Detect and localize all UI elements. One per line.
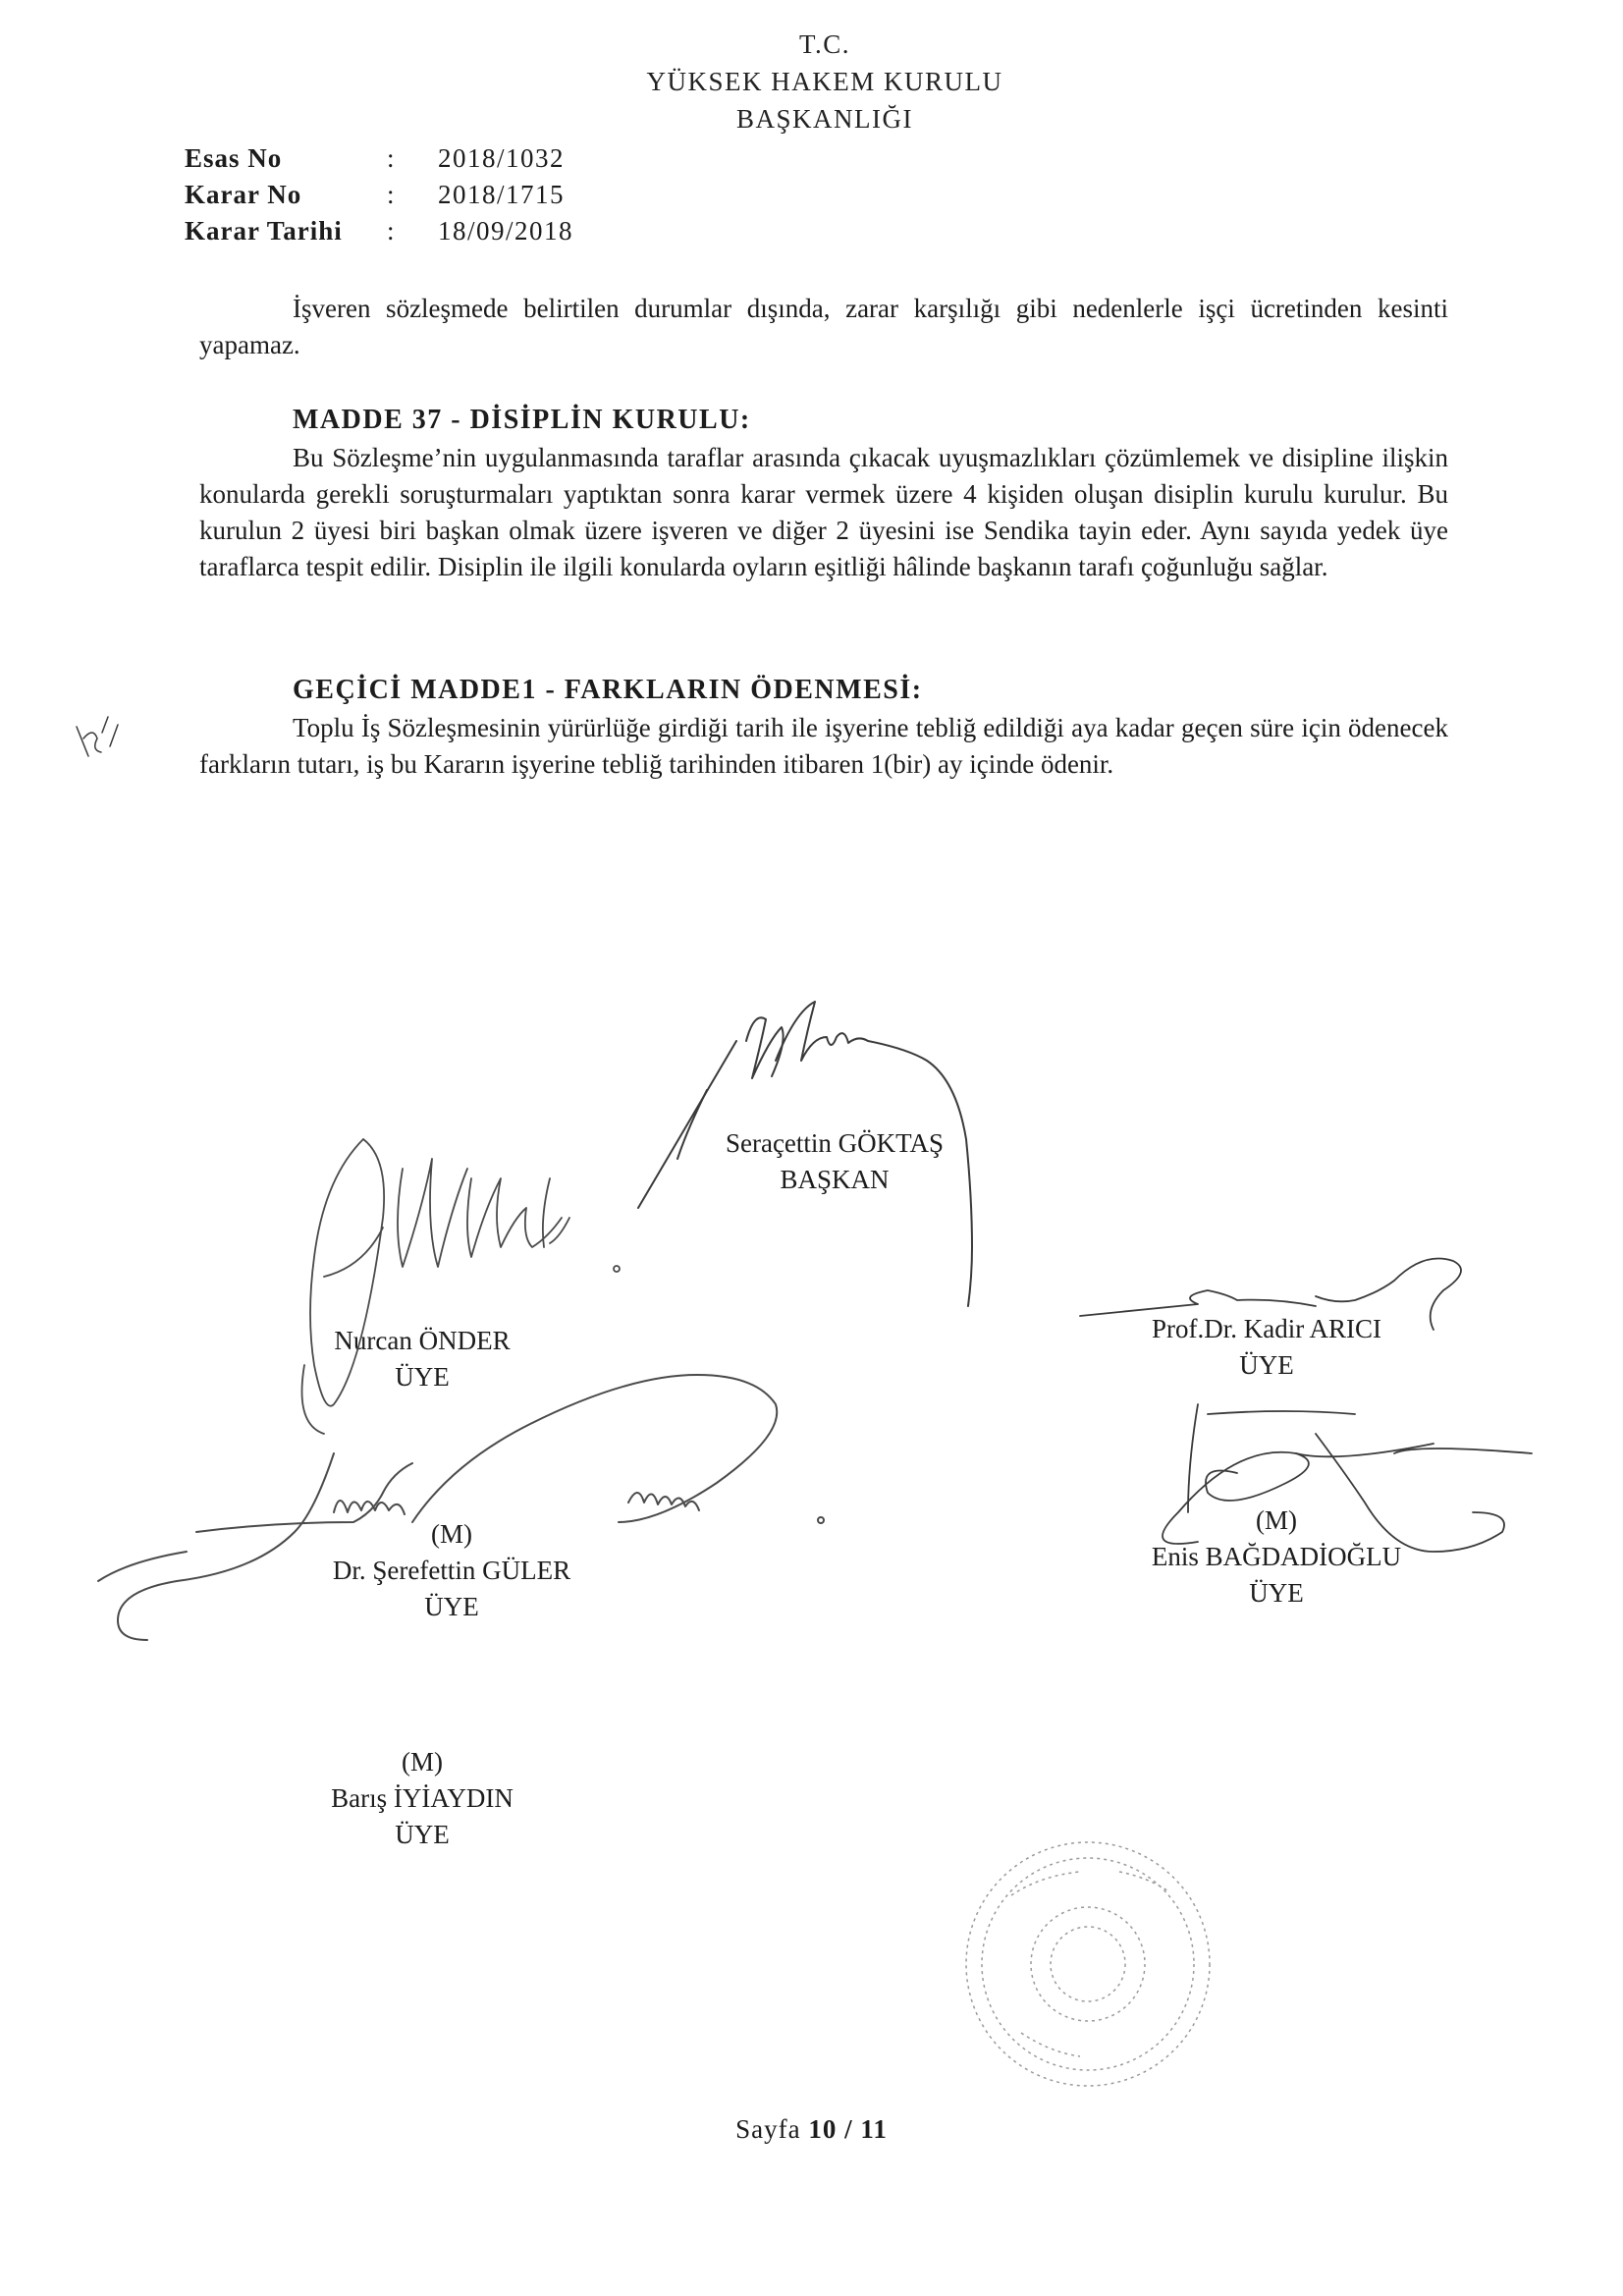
madde37-paragraph: Bu Sözleşme’nin uygulanmasında taraflar arasında çıkacak uyuşmazlıkları çözümlemek ve disipline ilişkin konularda gerekli soruşturmaları yaptıktan sonra karar vermek üzere 4 kişiden oluşan disiplin kurulu kurulur. Bu kurulun 2 üyesi biri başkan olmak üzere işveren ve diğer 2 üyesini ise Sendika tayin eder. Aynı sayıda yedek üye taraflarca tespit edilir. Disiplin ile ilgili konularda oyların eşitliği hâlinde başkanın tarafı çoğunluğu sağlar. <box>199 443 1448 581</box>
signatory-guler <box>275 1516 628 1625</box>
header-tc: T.C. <box>799 29 850 59</box>
signatory-mark: (M) <box>431 1519 472 1549</box>
madde37-heading: MADDE 37 - DİSİPLİN KURULU: <box>293 405 751 435</box>
karar-label: Karar No <box>185 180 302 209</box>
esas-label: Esas No <box>185 143 283 173</box>
karar-colon: : <box>387 180 395 209</box>
signatory-bagdadioglu <box>1109 1503 1443 1612</box>
signatory-name: Barış İYİAYDIN <box>331 1783 514 1813</box>
signatory-mark: (M) <box>402 1747 443 1777</box>
signatory-onder <box>295 1323 550 1395</box>
esas-colon: : <box>387 143 395 173</box>
signatory-arici <box>1100 1311 1434 1384</box>
gecici-madde-paragraph: Toplu İş Sözleşmesinin yürürlüğe girdiği tarih ile işyerine tebliğ edildiği aya kadar geçen süre için ödenecek farkların tutarı, iş bu Kararın işyerine tebliğ tarihinden itibaren 1(bir) ay içinde ödenir. <box>199 713 1448 779</box>
esas-value: 2018/1032 <box>438 143 566 173</box>
signatory-role: ÜYE <box>395 1820 450 1849</box>
signatory-name: Dr. Şerefettin GÜLER <box>332 1556 571 1585</box>
page-number: 10 / 11 <box>808 2114 888 2144</box>
tarih-label: Karar Tarihi <box>185 216 343 246</box>
intro-paragraph: İşveren sözleşmede belirtilen durumlar dışında, zarar karşılığı gibi nedenlerle işçi ücretinden kesinti yapamaz. <box>199 294 1448 359</box>
margin-initials-icon <box>77 717 118 756</box>
signatory-role: BAŞKAN <box>780 1165 890 1194</box>
signatory-role: ÜYE <box>395 1362 450 1392</box>
signatory-goktas <box>658 1125 1011 1198</box>
page-footer <box>0 2114 1623 2145</box>
signatory-name: Seraçettin GÖKTAŞ <box>725 1128 945 1158</box>
header-presidency: BAŞKANLIĞI <box>736 104 913 134</box>
gecici-madde-heading: GEÇİCİ MADDE1 - FARKLARIN ÖDENMESİ: <box>293 675 923 705</box>
page-prefix: Sayfa <box>735 2114 801 2144</box>
tarih-colon: : <box>387 216 395 246</box>
signatory-role: ÜYE <box>1239 1350 1294 1380</box>
header-institution: YÜKSEK HAKEM KURULU <box>646 67 1003 96</box>
signatory-role: ÜYE <box>1249 1578 1304 1608</box>
signatory-iyiaydin <box>275 1744 569 1853</box>
signatory-mark: (M) <box>1256 1505 1297 1535</box>
signatory-role: ÜYE <box>424 1592 479 1621</box>
signatory-name: Nurcan ÖNDER <box>334 1326 511 1355</box>
signatory-name: Prof.Dr. Kadir ARICI <box>1152 1314 1381 1343</box>
karar-value: 2018/1715 <box>438 180 566 209</box>
signatory-name: Enis BAĞDADİOĞLU <box>1151 1542 1402 1571</box>
tarih-value: 18/09/2018 <box>438 216 574 246</box>
seal-stamp-icon <box>966 1842 1210 2086</box>
